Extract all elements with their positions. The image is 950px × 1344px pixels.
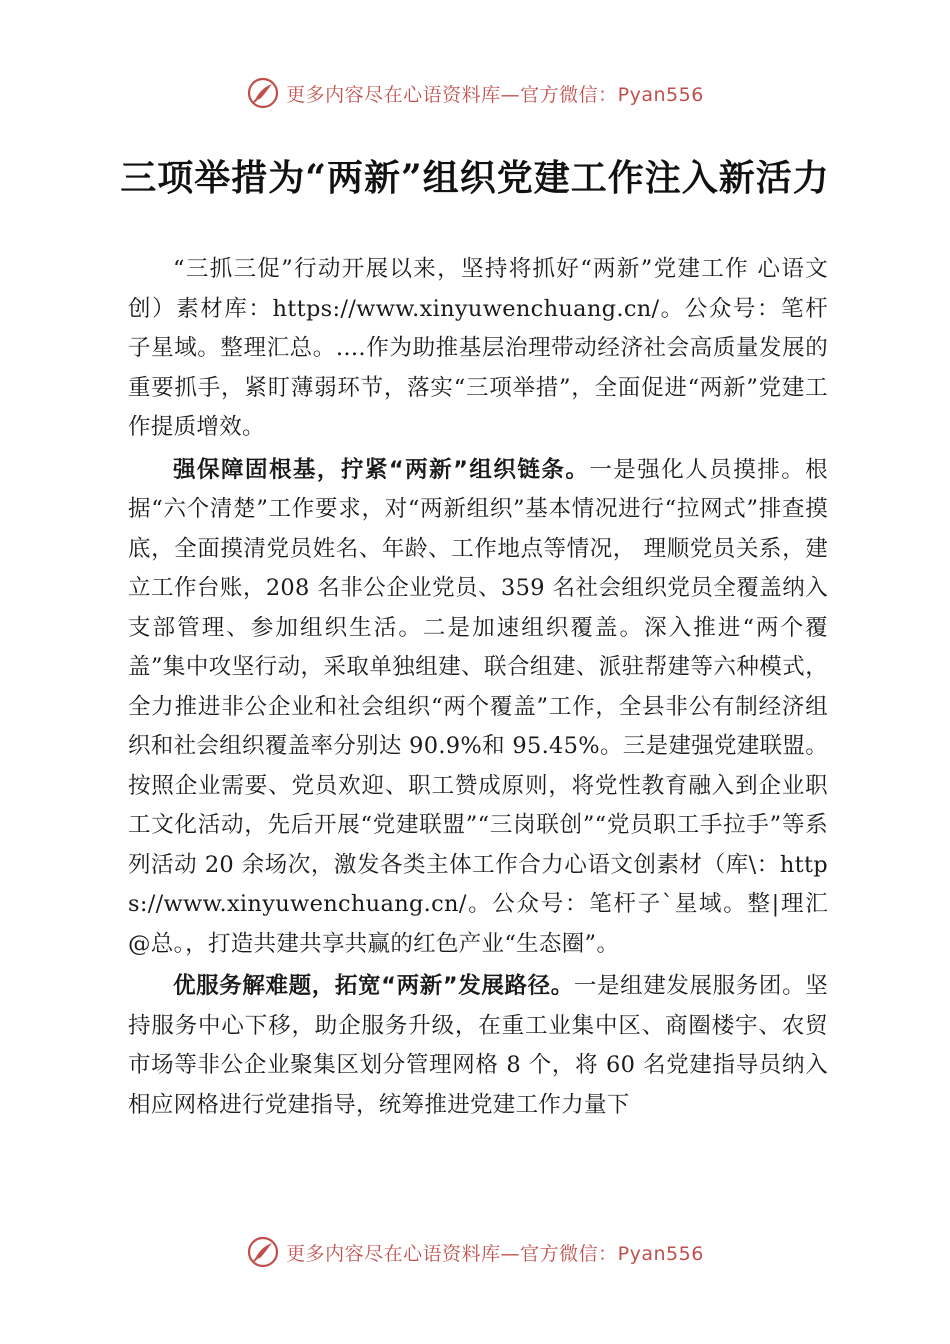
paragraph (128, 451, 828, 965)
paragraph-text: “三抓三促”行动开展以来，坚持将抓好“两新”党建工作 心语文创）素材库：https://www.xinyuwenchuang.cn/。公众号：笔杆子星域。整理汇总。.…作为助推基层治理带动经济社会高质量发展的重要抓手，紧盯薄弱环节，落实“三项举措”，全面促进“两新”党建工作提质增效。 (128, 256, 828, 440)
paragraph-text: 一是组建发展服务团。坚持服务中心下移，助企服务升级，在重工业集中区、商圈楼宇、农贸市场等非公企业聚集区划分管理网格 8 个，将 60 名党建指导员纳入相应网格进行党建指导，统筹推进党建工作力量下 (128, 973, 828, 1118)
watermark-text: 更多内容尽在心语资料库—官方微信：Pyan556 (286, 1242, 704, 1265)
paragraph (128, 967, 828, 1125)
paragraph-lead: 优服务解难题，拓宽“两新”发展路径。 (173, 973, 574, 999)
document-body (128, 250, 828, 1125)
watermark-text: 更多内容尽在心语资料库—官方微信：Pyan556 (286, 83, 704, 106)
watermark-banner-bottom (0, 1232, 950, 1272)
paragraph-text: 一是强化人员摸排。根据“六个清楚”工作要求，对“两新组织”基本情况进行“拉网式”排查摸底，全面摸清党员姓名、年龄、工作地点等情况， 理顺党员关系，建立工作台账，208 名非公企业党员、359 名社会组织党员全覆盖纳入支部管理、参加组织生活。二是加速组织覆盖。深入推进“两个覆盖”集中攻坚行动，采取单独组建、联合组建、派驻帮建等六种模式，全力推进非公企业和社会组织“两个覆盖”工作，全县非公有制经济组织和社会组织覆盖率分别达 90.9%和 95.45%。三是建强党建联盟。按照企业需要、党员欢迎、职工赞成原则，将党性教育融入到企业职工文化活动，先后开展“党建联盟”“三岗联创”“党员职工手拉手”等系列活动 20 余场次，激发各类主体工作合力心语文创素材（库\：https://www.xinyuwenchuang.cn/。公众号：笔杆子`星域。整|理汇@总。，打造共建共享共赢的红色产业“生态圈”。 (128, 456, 828, 957)
watermark-banner-top (0, 73, 950, 113)
brush-logo-icon (246, 1235, 280, 1269)
document-title: 三项举措为“两新”组织党建工作注入新活力 (120, 157, 830, 199)
brush-logo-icon (246, 76, 280, 110)
paragraph (128, 250, 828, 448)
paragraph-lead: 强保障固根基，拧紧“两新”组织链条。 (173, 456, 590, 483)
